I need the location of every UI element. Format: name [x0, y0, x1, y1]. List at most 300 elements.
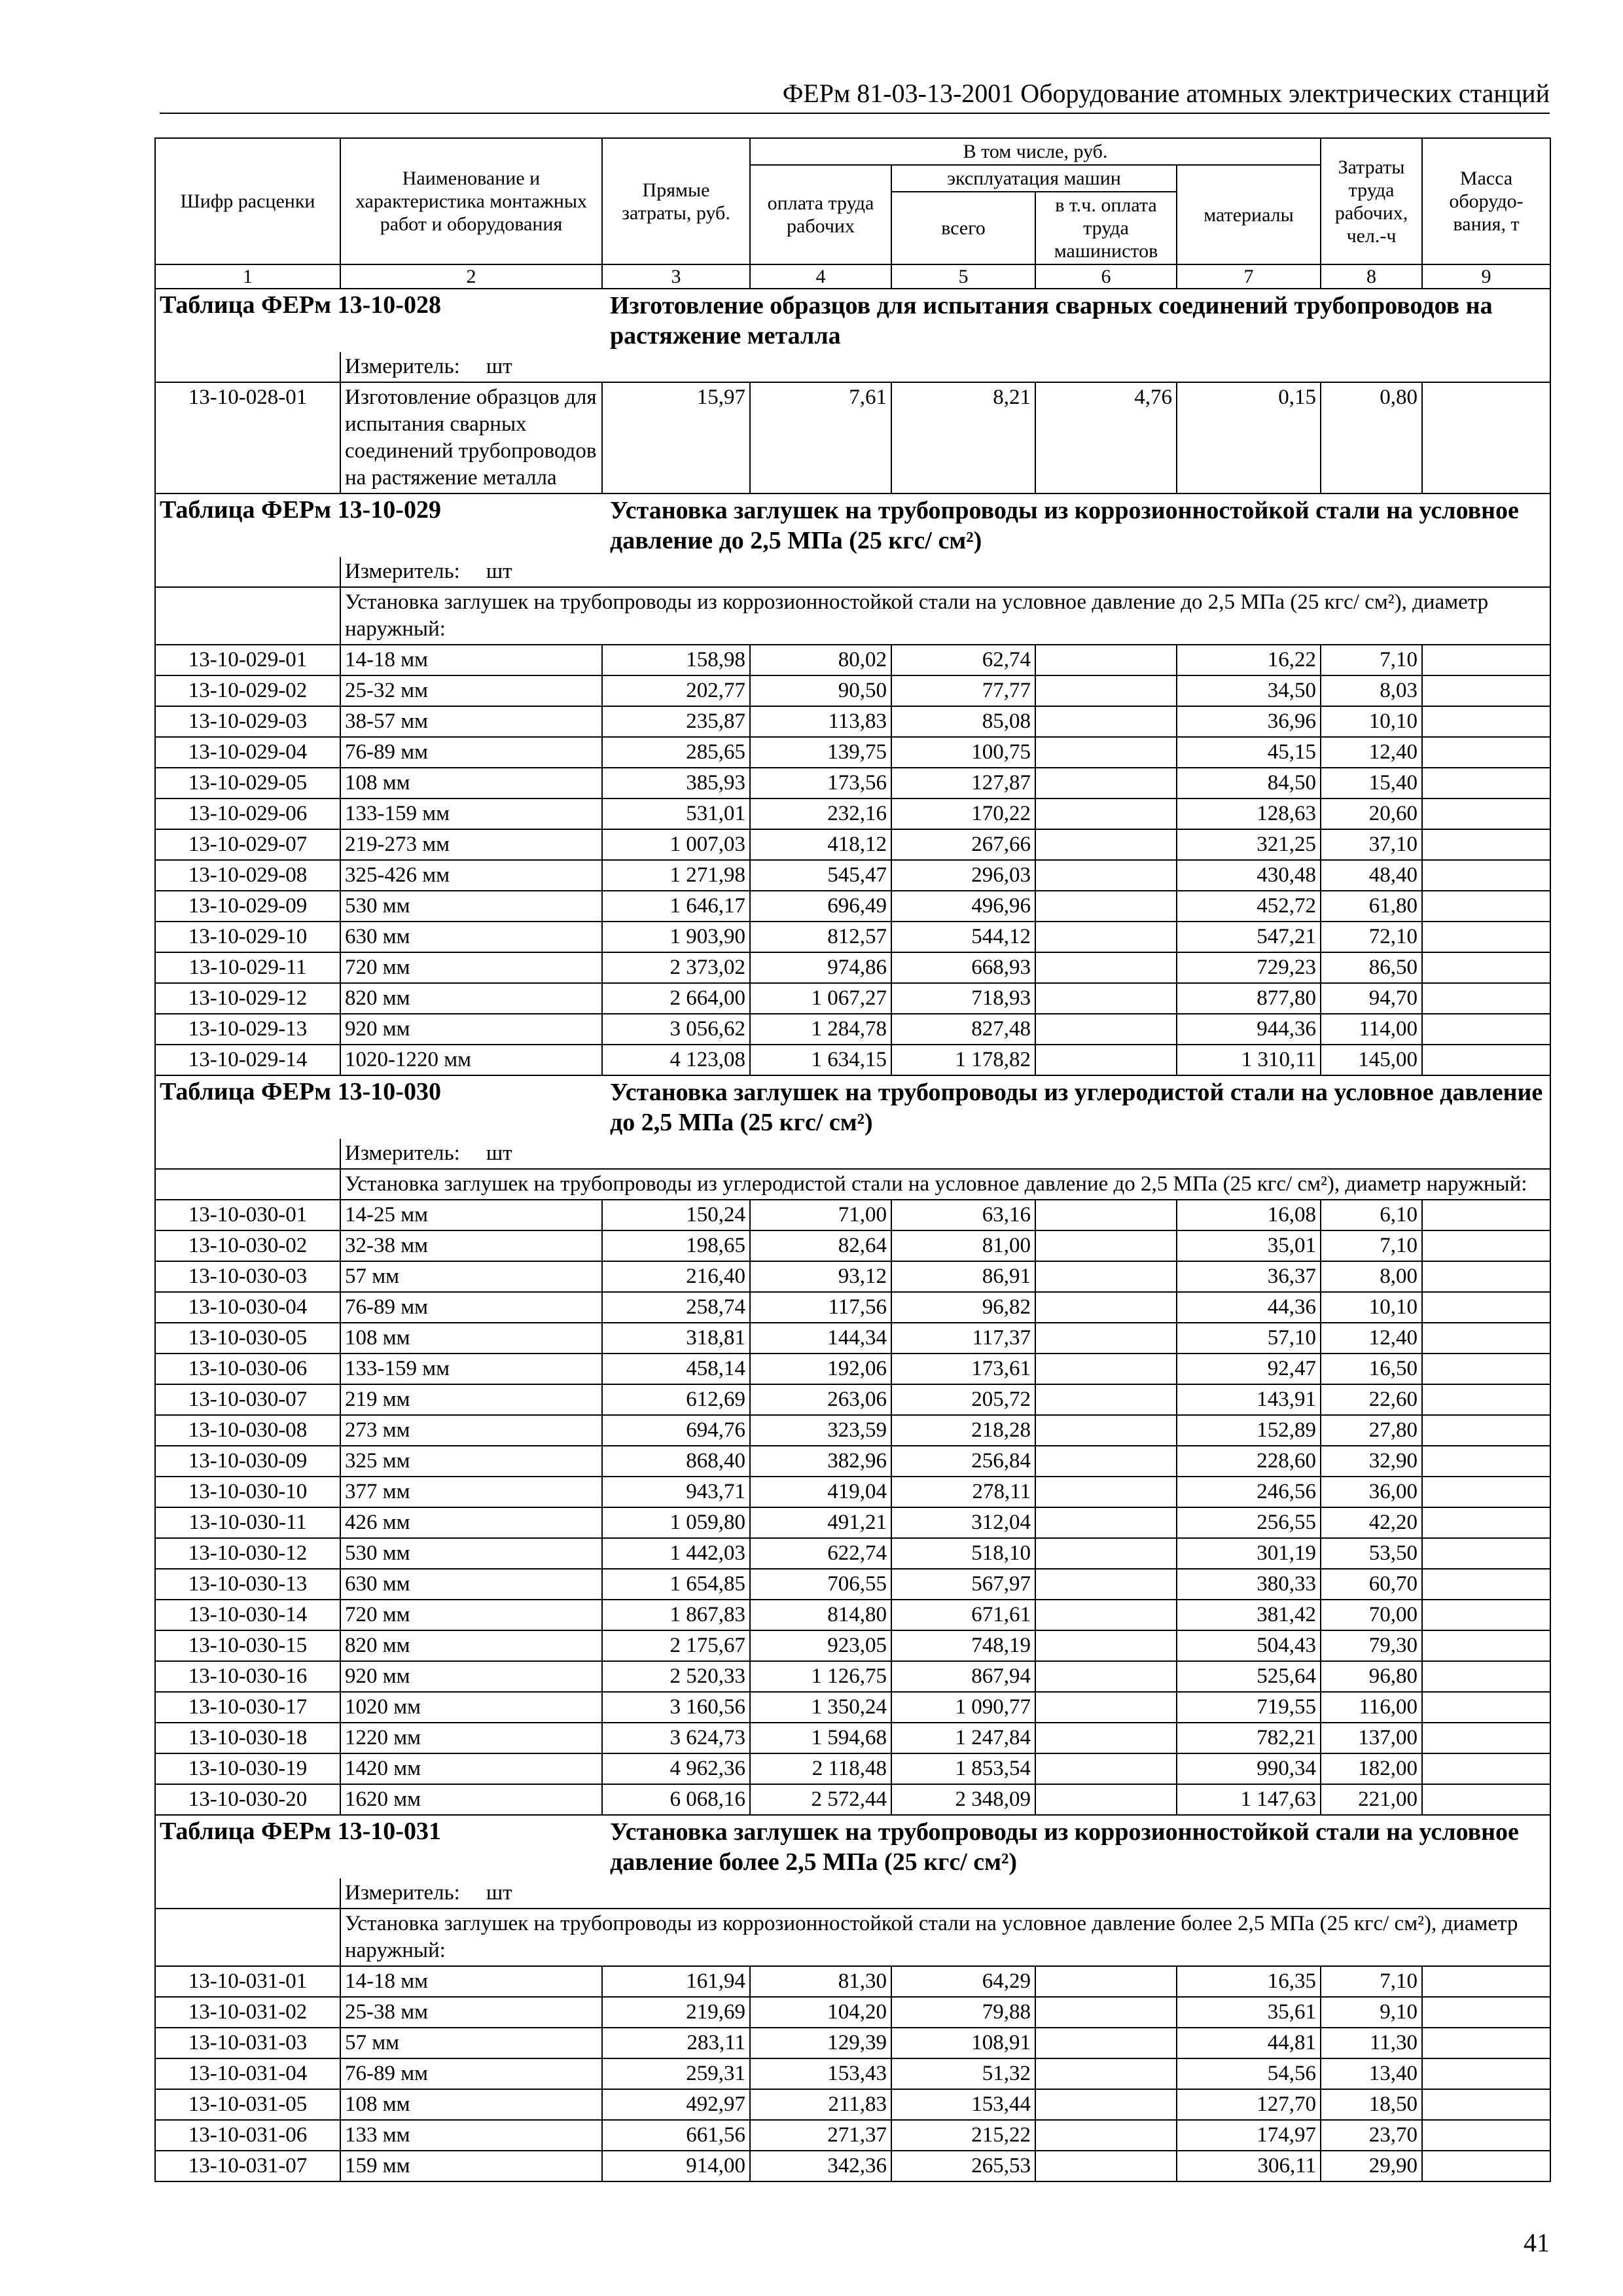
- cell-machines: 668,93: [891, 952, 1035, 983]
- cell-labor: 7,10: [1321, 1230, 1422, 1261]
- table-row: [155, 1477, 1550, 1507]
- cell-direct: 694,76: [602, 1415, 750, 1446]
- cell-labor: 11,30: [1321, 2028, 1422, 2058]
- cell-labor: 22,60: [1321, 1384, 1422, 1415]
- cell-materials: 16,22: [1177, 645, 1321, 675]
- page-header: ФЕРм 81-03-13-2001 Оборудование атомных электрических станций: [160, 77, 1550, 114]
- work-name: 32-38 мм: [340, 1230, 602, 1261]
- cell-machinists: [1035, 768, 1177, 798]
- cell-materials: 944,36: [1177, 1014, 1321, 1045]
- col-header-machinists: в т.ч. оплата труда машинистов: [1035, 192, 1177, 264]
- cell-direct: 1 646,17: [602, 891, 750, 922]
- section-title: Установка заглушек на трубопроводы из коррозионностойкой стали на условное давление более 2,5 МПа (25 кгс/ см²): [602, 1815, 1550, 1878]
- rate-code: 13-10-029-06: [155, 798, 340, 829]
- cell-mass: [1422, 860, 1550, 891]
- cell-machines: 1 178,82: [891, 1045, 1035, 1075]
- section-label: Таблица ФЕРм 13-10-029: [155, 493, 602, 557]
- work-name: 133-159 мм: [340, 798, 602, 829]
- cell-machinists: [1035, 1997, 1177, 2028]
- cell-machinists: [1035, 2089, 1177, 2120]
- section-unit-row: [155, 1878, 1550, 1909]
- section-subtitle: Установка заглушек на трубопроводы из коррозионностойкой стали на условное давление до 2,5 МПа (25 кгс/ см²), диаметр наружный:: [340, 587, 1550, 645]
- work-name: 1420 мм: [340, 1753, 602, 1784]
- cell-mass: [1422, 1446, 1550, 1477]
- cell-wages: 263,06: [750, 1384, 891, 1415]
- col-number: 8: [1321, 264, 1422, 289]
- cell-machines: 278,11: [891, 1477, 1035, 1507]
- cell-machinists: [1035, 675, 1177, 706]
- cell-machines: 544,12: [891, 922, 1035, 952]
- cell-materials: 525,64: [1177, 1661, 1321, 1692]
- cell-mass: [1422, 2089, 1550, 2120]
- cell-machinists: [1035, 1966, 1177, 1997]
- section-unit: [340, 1878, 1550, 1909]
- cell-machinists: [1035, 1200, 1177, 1230]
- cell-direct: 4 962,36: [602, 1753, 750, 1784]
- meter-label: Измеритель:: [345, 560, 460, 583]
- cell-machinists: [1035, 1354, 1177, 1384]
- rate-code: 13-10-030-09: [155, 1446, 340, 1477]
- cell-mass: [1422, 1261, 1550, 1292]
- cell-machines: 1 090,77: [891, 1692, 1035, 1723]
- cell-mass: [1422, 2028, 1550, 2058]
- cell-wages: 1 594,68: [750, 1723, 891, 1753]
- table-row: [155, 2089, 1550, 2120]
- cell-machinists: [1035, 737, 1177, 768]
- cell-materials: 719,55: [1177, 1692, 1321, 1723]
- cell-direct: 943,71: [602, 1477, 750, 1507]
- cell-wages: 545,47: [750, 860, 891, 891]
- cell-mass: [1422, 382, 1550, 493]
- unit-spacer: [155, 352, 340, 382]
- rate-code: 13-10-029-04: [155, 737, 340, 768]
- cell-mass: [1422, 1354, 1550, 1384]
- col-number: 6: [1035, 264, 1177, 289]
- table-row: [155, 922, 1550, 952]
- cell-materials: 256,55: [1177, 1507, 1321, 1538]
- cell-mass: [1422, 1014, 1550, 1045]
- cell-mass: [1422, 1384, 1550, 1415]
- cell-materials: 380,33: [1177, 1569, 1321, 1600]
- cell-materials: 57,10: [1177, 1323, 1321, 1354]
- section-subtitle-row: [155, 587, 1550, 645]
- cell-machinists: [1035, 645, 1177, 675]
- cell-direct: 6 068,16: [602, 1784, 750, 1815]
- rate-code: 13-10-029-08: [155, 860, 340, 891]
- rate-code: 13-10-029-01: [155, 645, 340, 675]
- cell-labor: 145,00: [1321, 1045, 1422, 1075]
- cell-materials: 430,48: [1177, 860, 1321, 891]
- cell-materials: 174,97: [1177, 2120, 1321, 2151]
- cell-wages: 93,12: [750, 1261, 891, 1292]
- rate-code: 13-10-031-01: [155, 1966, 340, 1997]
- cell-machinists: [1035, 1630, 1177, 1661]
- work-name: 133 мм: [340, 2120, 602, 2151]
- cell-wages: 382,96: [750, 1446, 891, 1477]
- table-row: [155, 737, 1550, 768]
- work-name: 14-18 мм: [340, 1966, 602, 1997]
- table-row: [155, 768, 1550, 798]
- section-label: Таблица ФЕРм 13-10-031: [155, 1815, 602, 1878]
- cell-labor: 61,80: [1321, 891, 1422, 922]
- section-header: [155, 289, 1550, 352]
- table-row: [155, 1600, 1550, 1630]
- cell-materials: 321,25: [1177, 829, 1321, 860]
- cell-machinists: [1035, 1230, 1177, 1261]
- cell-wages: 144,34: [750, 1323, 891, 1354]
- work-name: 426 мм: [340, 1507, 602, 1538]
- work-name: 377 мм: [340, 1477, 602, 1507]
- work-name: 108 мм: [340, 2089, 602, 2120]
- table-row: [155, 1997, 1550, 2028]
- cell-mass: [1422, 1753, 1550, 1784]
- table-row: [155, 1045, 1550, 1075]
- cell-direct: 161,94: [602, 1966, 750, 1997]
- cell-materials: 452,72: [1177, 891, 1321, 922]
- cell-labor: 37,10: [1321, 829, 1422, 860]
- cell-materials: 36,96: [1177, 706, 1321, 737]
- cell-wages: 129,39: [750, 2028, 891, 2058]
- cell-mass: [1422, 922, 1550, 952]
- rate-code: 13-10-030-20: [155, 1784, 340, 1815]
- cell-materials: 44,36: [1177, 1292, 1321, 1323]
- cell-machinists: [1035, 1477, 1177, 1507]
- cell-labor: 137,00: [1321, 1723, 1422, 1753]
- work-name: 920 мм: [340, 1014, 602, 1045]
- cell-direct: 258,74: [602, 1292, 750, 1323]
- cell-labor: 116,00: [1321, 1692, 1422, 1723]
- rate-code: 13-10-029-02: [155, 675, 340, 706]
- section-unit-row: [155, 352, 1550, 382]
- table-row: [155, 952, 1550, 983]
- cell-machinists: [1035, 829, 1177, 860]
- col-number: 9: [1422, 264, 1550, 289]
- section-subtitle: Установка заглушек на трубопроводы из углеродистой стали на условное давление до 2,5 МПа (25 кгс/ см²), диаметр наружный:: [340, 1169, 1550, 1200]
- work-name: 1220 мм: [340, 1723, 602, 1753]
- cell-mass: [1422, 1630, 1550, 1661]
- cell-labor: 86,50: [1321, 952, 1422, 983]
- cell-direct: 158,98: [602, 645, 750, 675]
- table-row: [155, 645, 1550, 675]
- cell-labor: 7,10: [1321, 645, 1422, 675]
- cell-labor: 16,50: [1321, 1354, 1422, 1384]
- rate-code: 13-10-030-07: [155, 1384, 340, 1415]
- cell-materials: 127,70: [1177, 2089, 1321, 2120]
- cell-labor: 8,03: [1321, 675, 1422, 706]
- cell-machines: 256,84: [891, 1446, 1035, 1477]
- cell-direct: 914,00: [602, 2151, 750, 2181]
- rate-code: 13-10-030-01: [155, 1200, 340, 1230]
- cell-labor: 29,90: [1321, 2151, 1422, 2181]
- cell-wages: 173,56: [750, 768, 891, 798]
- cell-labor: 114,00: [1321, 1014, 1422, 1045]
- rate-code: 13-10-030-08: [155, 1415, 340, 1446]
- table-row: [155, 983, 1550, 1014]
- table-row: [155, 1415, 1550, 1446]
- table-row: [155, 706, 1550, 737]
- cell-wages: 1 284,78: [750, 1014, 891, 1045]
- cell-labor: 0,80: [1321, 382, 1422, 493]
- cell-wages: 418,12: [750, 829, 891, 860]
- cell-wages: 923,05: [750, 1630, 891, 1661]
- rate-code: 13-10-031-05: [155, 2089, 340, 2120]
- cell-machines: 8,21: [891, 382, 1035, 493]
- cell-machinists: [1035, 1261, 1177, 1292]
- cell-machines: 85,08: [891, 706, 1035, 737]
- cell-direct: 235,87: [602, 706, 750, 737]
- cell-direct: 458,14: [602, 1354, 750, 1384]
- cell-wages: 1 350,24: [750, 1692, 891, 1723]
- cell-machinists: [1035, 1045, 1177, 1075]
- cell-mass: [1422, 891, 1550, 922]
- cell-machinists: [1035, 2151, 1177, 2181]
- work-name: 273 мм: [340, 1415, 602, 1446]
- cell-mass: [1422, 675, 1550, 706]
- cell-materials: 152,89: [1177, 1415, 1321, 1446]
- table-row: [155, 2058, 1550, 2089]
- table-row: [155, 1538, 1550, 1569]
- rate-code: 13-10-029-12: [155, 983, 340, 1014]
- cell-materials: 547,21: [1177, 922, 1321, 952]
- table-row: [155, 382, 1550, 493]
- cell-materials: 877,80: [1177, 983, 1321, 1014]
- cell-mass: [1422, 768, 1550, 798]
- cell-machines: 153,44: [891, 2089, 1035, 2120]
- cell-labor: 48,40: [1321, 860, 1422, 891]
- cell-machines: 496,96: [891, 891, 1035, 922]
- cell-materials: 34,50: [1177, 675, 1321, 706]
- rate-code: 13-10-029-11: [155, 952, 340, 983]
- cell-mass: [1422, 1045, 1550, 1075]
- rate-code: 13-10-028-01: [155, 382, 340, 493]
- cell-wages: 7,61: [750, 382, 891, 493]
- cell-materials: 782,21: [1177, 1723, 1321, 1753]
- rate-code: 13-10-029-10: [155, 922, 340, 952]
- cell-direct: 492,97: [602, 2089, 750, 2120]
- cell-materials: 729,23: [1177, 952, 1321, 983]
- cell-direct: 4 123,08: [602, 1045, 750, 1075]
- cell-labor: 10,10: [1321, 1292, 1422, 1323]
- cell-materials: 0,15: [1177, 382, 1321, 493]
- work-name: 25-38 мм: [340, 1997, 602, 2028]
- cell-machinists: [1035, 1323, 1177, 1354]
- table-row: [155, 1261, 1550, 1292]
- cell-materials: 92,47: [1177, 1354, 1321, 1384]
- cell-machinists: [1035, 1753, 1177, 1784]
- section-unit-row: [155, 557, 1550, 587]
- rate-code: 13-10-031-04: [155, 2058, 340, 2089]
- work-name: 920 мм: [340, 1661, 602, 1692]
- col-number: 3: [602, 264, 750, 289]
- work-name: 159 мм: [340, 2151, 602, 2181]
- table-row: [155, 1354, 1550, 1384]
- table-row: [155, 798, 1550, 829]
- cell-machines: 867,94: [891, 1661, 1035, 1692]
- cell-machines: 173,61: [891, 1354, 1035, 1384]
- table-row: [155, 2120, 1550, 2151]
- cell-direct: 1 867,83: [602, 1600, 750, 1630]
- cell-wages: 139,75: [750, 737, 891, 768]
- rate-code: 13-10-029-03: [155, 706, 340, 737]
- cell-machines: 265,53: [891, 2151, 1035, 2181]
- cell-mass: [1422, 1966, 1550, 1997]
- cell-mass: [1422, 1997, 1550, 2028]
- table-row: [155, 1230, 1550, 1261]
- cell-machinists: [1035, 1661, 1177, 1692]
- rate-code: 13-10-029-05: [155, 768, 340, 798]
- meter-unit: шт: [486, 1881, 512, 1905]
- cell-mass: [1422, 798, 1550, 829]
- meter-label: Измеритель:: [345, 355, 460, 378]
- cell-materials: 228,60: [1177, 1446, 1321, 1477]
- cell-wages: 814,80: [750, 1600, 891, 1630]
- cell-labor: 53,50: [1321, 1538, 1422, 1569]
- cell-labor: 32,90: [1321, 1446, 1422, 1477]
- work-name: 1020 мм: [340, 1692, 602, 1723]
- table-row: [155, 675, 1550, 706]
- subtitle-spacer: [155, 1169, 340, 1200]
- table-row: [155, 829, 1550, 860]
- cell-wages: 90,50: [750, 675, 891, 706]
- cell-direct: 3 160,56: [602, 1692, 750, 1723]
- cell-mass: [1422, 706, 1550, 737]
- cell-machinists: [1035, 952, 1177, 983]
- cell-wages: 71,00: [750, 1200, 891, 1230]
- cell-direct: 1 442,03: [602, 1538, 750, 1569]
- cell-direct: 283,11: [602, 2028, 750, 2058]
- work-name: 219 мм: [340, 1384, 602, 1415]
- cell-machinists: [1035, 860, 1177, 891]
- cell-wages: 81,30: [750, 1966, 891, 1997]
- cell-labor: 96,80: [1321, 1661, 1422, 1692]
- cell-machines: 2 348,09: [891, 1784, 1035, 1815]
- cell-labor: 15,40: [1321, 768, 1422, 798]
- work-name: 57 мм: [340, 2028, 602, 2058]
- section-title: Установка заглушек на трубопроводы из углеродистой стали на условное давление до 2,5 МПа (25 кгс/ см²): [602, 1075, 1550, 1139]
- col-number: 5: [891, 264, 1035, 289]
- cell-labor: 182,00: [1321, 1753, 1422, 1784]
- cell-wages: 271,37: [750, 2120, 891, 2151]
- cell-labor: 12,40: [1321, 737, 1422, 768]
- cell-materials: 44,81: [1177, 2028, 1321, 2058]
- rate-code: 13-10-030-16: [155, 1661, 340, 1692]
- rate-code: 13-10-030-02: [155, 1230, 340, 1261]
- section-subtitle-row: [155, 1909, 1550, 1966]
- work-name: 325 мм: [340, 1446, 602, 1477]
- cell-wages: 232,16: [750, 798, 891, 829]
- table-row: [155, 891, 1550, 922]
- rate-code: 13-10-029-13: [155, 1014, 340, 1045]
- cell-materials: 16,08: [1177, 1200, 1321, 1230]
- cell-machines: 567,97: [891, 1569, 1035, 1600]
- cell-machinists: [1035, 1600, 1177, 1630]
- section-unit: [340, 557, 1550, 587]
- cell-direct: 612,69: [602, 1384, 750, 1415]
- cell-mass: [1422, 2120, 1550, 2151]
- cell-wages: 82,64: [750, 1230, 891, 1261]
- section-title: Изготовление образцов для испытания сварных соединений трубопроводов на растяжение металла: [602, 289, 1550, 352]
- cell-labor: 12,40: [1321, 1323, 1422, 1354]
- col-header-code: Шифр расценки: [155, 138, 340, 264]
- cell-mass: [1422, 1692, 1550, 1723]
- cell-machinists: 4,76: [1035, 382, 1177, 493]
- subtitle-spacer: [155, 1909, 340, 1966]
- cell-wages: 113,83: [750, 706, 891, 737]
- cell-materials: 301,19: [1177, 1538, 1321, 1569]
- cell-machines: 117,37: [891, 1323, 1035, 1354]
- cell-wages: 80,02: [750, 645, 891, 675]
- col-header-labor: Затраты труда рабочих, чел.-ч: [1321, 138, 1422, 264]
- cell-mass: [1422, 1477, 1550, 1507]
- work-name: 820 мм: [340, 1630, 602, 1661]
- cell-machinists: [1035, 922, 1177, 952]
- cell-machines: 63,16: [891, 1200, 1035, 1230]
- col-header-machines-total: всего: [891, 192, 1035, 264]
- rate-code: 13-10-029-14: [155, 1045, 340, 1075]
- work-name: 630 мм: [340, 922, 602, 952]
- table-row: [155, 1446, 1550, 1477]
- cell-wages: 491,21: [750, 1507, 891, 1538]
- cell-direct: 2 520,33: [602, 1661, 750, 1692]
- cell-mass: [1422, 983, 1550, 1014]
- cell-wages: 419,04: [750, 1477, 891, 1507]
- cell-machinists: [1035, 1723, 1177, 1753]
- cell-machinists: [1035, 1415, 1177, 1446]
- cell-direct: 202,77: [602, 675, 750, 706]
- work-name: 76-89 мм: [340, 1292, 602, 1323]
- cell-wages: 342,36: [750, 2151, 891, 2181]
- cell-labor: 6,10: [1321, 1200, 1422, 1230]
- cell-direct: 198,65: [602, 1230, 750, 1261]
- cell-direct: 318,81: [602, 1323, 750, 1354]
- work-name: 76-89 мм: [340, 737, 602, 768]
- cell-wages: 117,56: [750, 1292, 891, 1323]
- cell-wages: 1 126,75: [750, 1661, 891, 1692]
- page-number: 41: [1524, 2228, 1550, 2257]
- cell-wages: 1 634,15: [750, 1045, 891, 1075]
- rate-code: 13-10-031-03: [155, 2028, 340, 2058]
- table-row: [155, 2151, 1550, 2181]
- rate-code: 13-10-030-10: [155, 1477, 340, 1507]
- cell-materials: 504,43: [1177, 1630, 1321, 1661]
- cell-labor: 70,00: [1321, 1600, 1422, 1630]
- rate-code: 13-10-030-17: [155, 1692, 340, 1723]
- col-header-including: В том числе, руб.: [750, 138, 1321, 165]
- table-row: [155, 1966, 1550, 1997]
- cell-machines: 718,93: [891, 983, 1035, 1014]
- cell-mass: [1422, 1538, 1550, 1569]
- cell-mass: [1422, 2058, 1550, 2089]
- cell-machinists: [1035, 1538, 1177, 1569]
- col-number: 4: [750, 264, 891, 289]
- section-subtitle-row: [155, 1169, 1550, 1200]
- rate-code: 13-10-030-13: [155, 1569, 340, 1600]
- rate-code: 13-10-030-18: [155, 1723, 340, 1753]
- cell-labor: 10,10: [1321, 706, 1422, 737]
- cell-machines: 748,19: [891, 1630, 1035, 1661]
- work-name: Изготовление образцов для испытания сварных соединений трубопроводов на растяжение металла: [340, 382, 602, 493]
- meter-unit: шт: [486, 1141, 512, 1165]
- cell-mass: [1422, 1292, 1550, 1323]
- unit-spacer: [155, 557, 340, 587]
- table-row: [155, 1753, 1550, 1784]
- cell-labor: 13,40: [1321, 2058, 1422, 2089]
- cell-direct: 3 056,62: [602, 1014, 750, 1045]
- section-header: [155, 1815, 1550, 1878]
- col-header-direct: Прямые затраты, руб.: [602, 138, 750, 264]
- table-row: [155, 1723, 1550, 1753]
- table-row: [155, 1692, 1550, 1723]
